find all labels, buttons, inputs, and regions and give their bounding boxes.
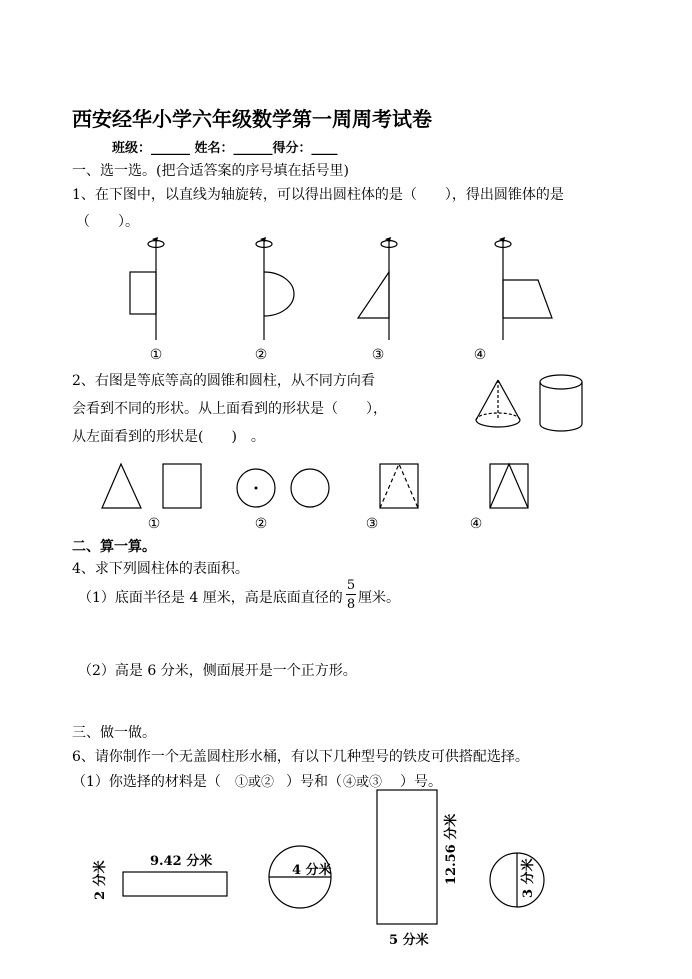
q4-part2-text: （2）高是 6 分米，侧面展开是一个正方形。: [78, 663, 357, 679]
section1-heading: 一、选一选。(把合适答案的序号填在括号里): [72, 163, 349, 179]
q2-label-1: ①: [147, 516, 161, 532]
q1-label-1: ①: [149, 347, 163, 363]
q6-part1-prefix: （1）你选择的材料是（: [72, 774, 221, 790]
q2-label-3: ③: [365, 516, 379, 532]
rect1-length-label: 9.42 分米: [150, 854, 213, 869]
q2-text-line2: 会看到不同的形状。从上面看到的形状是（ ），: [72, 401, 387, 417]
q6-answer-1: ①或②: [235, 775, 275, 790]
page-title: 西安经华小学六年级数学第一周周考试卷: [72, 107, 432, 131]
q1-text-line2: （ ）。: [76, 214, 139, 230]
q6-part1-suffix: ）号。: [400, 774, 442, 790]
q4-text: 4、求下列圆柱体的表面积。: [72, 561, 249, 577]
circle2-diameter-label: 3 分米: [521, 858, 536, 898]
q1-label-3: ③: [371, 347, 385, 363]
material-rectangle-2: [377, 790, 437, 924]
q6-answer-2: ④或③: [343, 775, 383, 790]
material-rectangle-1: [123, 872, 227, 896]
q2-label-4: ④: [469, 516, 483, 532]
q1-text-line1: 1、在下图中，以直线为轴旋转，可以得出圆柱体的是（ ），得出圆锥体的是: [72, 187, 564, 203]
q6-part1-middle: ）号和（: [286, 774, 342, 790]
section2-heading: 二、算一算。: [72, 539, 156, 555]
student-info-line: 班级：______ 姓名：______得分：____: [112, 141, 338, 156]
q4-part1-text: （1）底面半径是 4 厘米，高是底面直径的: [78, 590, 343, 606]
q2-label-2: ②: [254, 516, 268, 532]
rect2-width-label: 5 分米: [389, 933, 429, 948]
rect2-height-label: 12.56 分米: [444, 813, 459, 885]
q2-text-line1: 2、右图是等底等高的圆锥和圆柱，从不同方向看: [72, 373, 375, 389]
q4-part1-unit: 厘米。: [358, 590, 400, 606]
rect1-width-label: 2 分米: [93, 860, 108, 900]
q1-label-4: ④: [473, 347, 487, 363]
fraction-numerator: 5: [346, 578, 356, 593]
fraction-denominator: 8: [346, 597, 356, 612]
q2-text-line3: 从左面看到的形状是( ) 。: [72, 429, 265, 445]
q1-label-2: ②: [254, 347, 268, 363]
q6-text: 6、请你制作一个无盖圆柱形水桶，有以下几种型号的铁皮可供搭配选择。: [72, 749, 529, 765]
section3-heading: 三、做一做。: [72, 725, 156, 741]
circle1-diameter-label: 4 分米: [292, 863, 332, 878]
